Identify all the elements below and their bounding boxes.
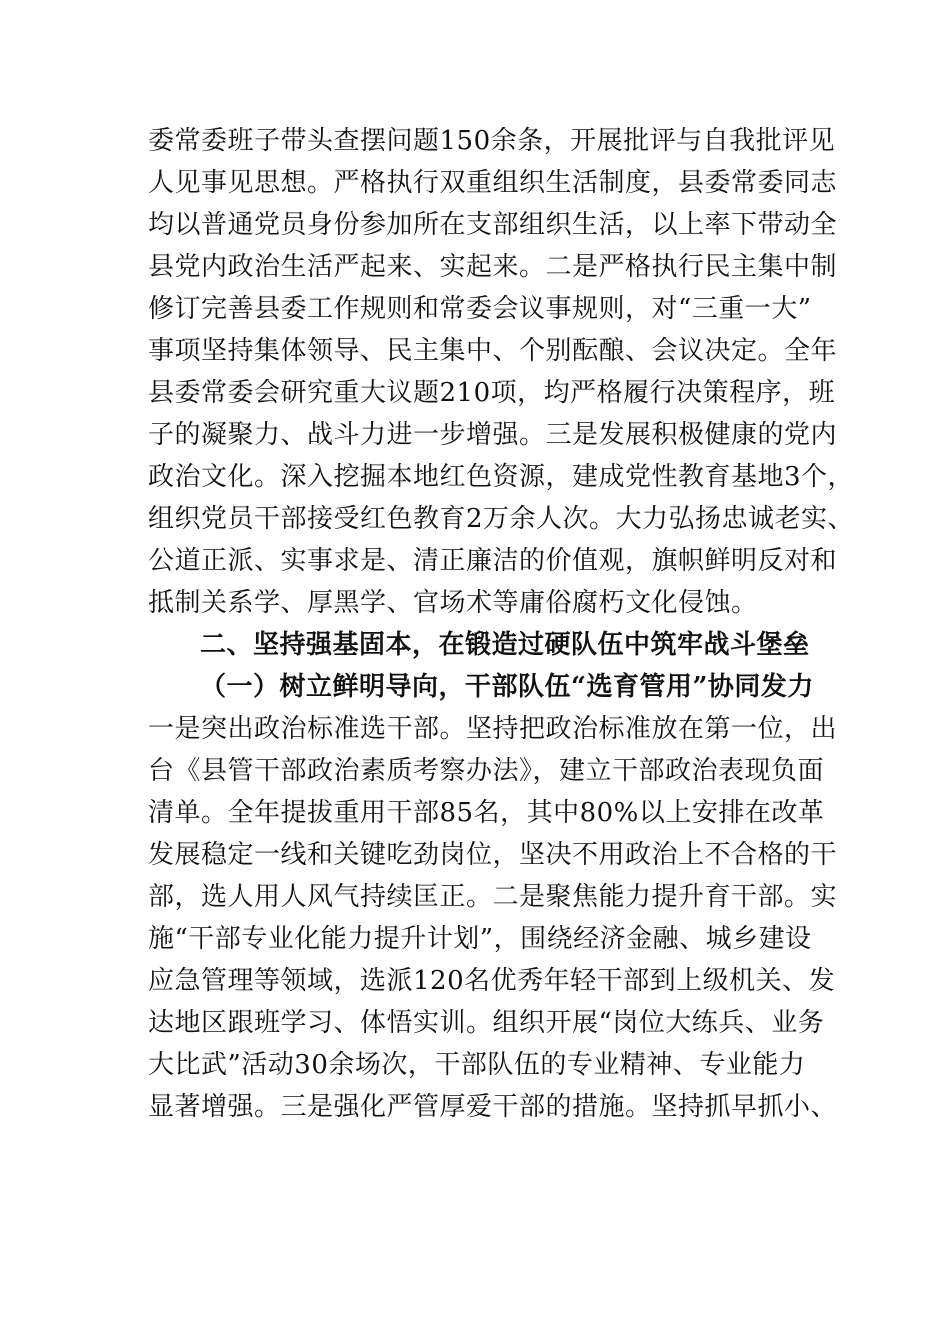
- body-line: 发展稳定一线和关键吃劲岗位，坚决不用政治上不合格的干: [148, 840, 838, 870]
- body-line: 子的凝聚力、战斗力进一步增强。三是发展积极健康的党内: [148, 420, 838, 450]
- body-line: 修订完善县委工作规则和常委会议事规则，对“三重一大”: [148, 294, 812, 324]
- body-line: 人见事见思想。严格执行双重组织生活制度，县委常委同志: [148, 168, 838, 198]
- body-line: 台《县管干部政治素质考察办法》，建立干部政治表现负面: [148, 756, 825, 786]
- body-line: 显著增强。三是强化严管厚爱干部的措施。坚持抓早抓小、: [148, 1092, 838, 1122]
- body-line: 公道正派、实事求是、清正廉洁的价值观，旗帜鲜明反对和: [148, 546, 838, 576]
- body-line: 均以普通党员身份参加所在支部组织生活，以上率下带动全: [148, 210, 838, 240]
- body-line: 政治文化。深入挖掘本地红色资源，建成党性教育基地3个，: [148, 462, 855, 492]
- body-line: 一是突出政治标准选干部。坚持把政治标准放在第一位，出: [148, 714, 838, 744]
- body-line: 抵制关系学、厚黑学、官场术等庸俗腐朽文化侵蚀。: [148, 588, 758, 618]
- body-line: 事项坚持集体领导、民主集中、个别酝酿、会议决定。全年: [148, 336, 838, 366]
- section-heading: 二、坚持强基固本，在锻造过硬队伍中筑牢战斗堡垒: [200, 630, 810, 660]
- subsection-heading: （一）树立鲜明导向，干部队伍“选育管用”协同发力: [200, 672, 814, 702]
- body-line: 组织党员干部接受红色教育2万余人次。大力弘扬忠诚老实、: [148, 504, 855, 534]
- body-line: 达地区跟班学习、体悟实训。组织开展“岗位大练兵、业务: [148, 1008, 825, 1038]
- body-line: 施“干部专业化能力提升计划”，围绕经济金融、城乡建设: [148, 924, 812, 954]
- body-line: 应急管理等领域，选派120名优秀年轻干部到上级机关、发: [148, 966, 836, 996]
- body-line: 部，选人用人风气持续匡正。二是聚焦能力提升育干部。实: [148, 882, 838, 912]
- body-line: 县委常委会研究重大议题210项，均严格履行决策程序，班: [148, 378, 836, 408]
- body-line: 委常委班子带头查摆问题150余条，开展批评与自我批评见: [148, 126, 836, 156]
- body-line: 清单。全年提拔重用干部85名，其中80%以上安排在改革: [148, 798, 825, 828]
- document-body: [148, 120, 855, 1128]
- body-line: 大比武”活动30余场次，干部队伍的专业精神、专业能力: [148, 1050, 806, 1080]
- body-line: 县党内政治生活严起来、实起来。二是严格执行民主集中制: [148, 252, 838, 282]
